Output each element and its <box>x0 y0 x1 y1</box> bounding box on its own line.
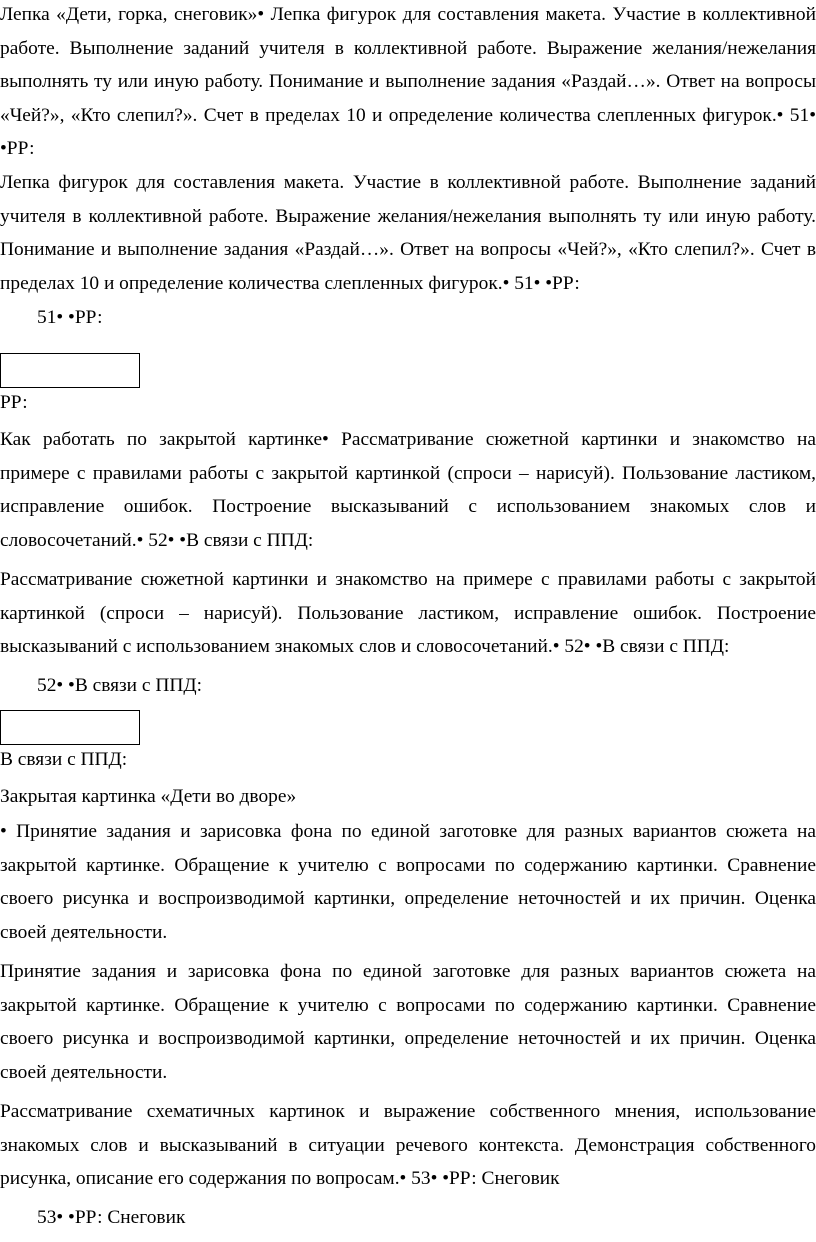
paragraph-lesson-53-title: Закрытая картинка «Дети во дворе» <box>0 786 297 807</box>
paragraph-lesson-53-reference: 53• •РР: Снеговик <box>37 1207 186 1228</box>
paragraph-lesson-53-description: Принятие задания и зарисовка фона по единой заготовке для разных вариантов сюжета на закрытой картинке. Обращение к учителю с вопросами по содержанию картинки. Сравнение своего рисунка и воспроизводимой картинки, определение неточностей и их причин. Оценка своей деятельности. <box>0 961 816 1083</box>
paragraph-rr-label: РР: <box>0 392 28 413</box>
paragraph-lesson-53-bullet-description: • Принятие задания и зарисовка фона по единой заготовке для разных вариантов сюжета на закрытой картинке. Обращение к учителю с вопросами по содержанию картинки. Сравнение своего рисунка и воспроизводимой картинки, определение неточностей и их причин. Оценка своей деятельности. <box>0 821 816 943</box>
paragraph-lesson-51-reference: 51• •РР: <box>37 307 103 328</box>
empty-table-cell-2 <box>0 710 140 745</box>
empty-table-cell-1 <box>0 353 140 388</box>
paragraph-ppd-label: В связи с ППД: <box>0 749 128 770</box>
paragraph-lesson-51-description: Лепка фигурок для составления макета. Участие в коллективной работе. Выполнение заданий учителя в коллективной работе. Выражение желания/нежелания выполнять ту или иную работу. Понимание и выполнение задания «Раздай…». Ответ на вопросы «Чей?», «Кто слепил?». Счет в пределах 10 и определение количества слепленных фигурок.• 51• •РР: <box>0 172 816 294</box>
paragraph-lesson-53-speech: Рассматривание схематичных картинок и выражение собственного мнения, использование знакомых слов и высказываний в ситуации речевого контекста. Демонстрация собственного рисунка, описание его содержания по вопросам.• 53• •РР: Снеговик <box>0 1101 816 1189</box>
paragraph-lesson-52-description: Рассматривание сюжетной картинки и знакомство на примере с правилами работы с закрытой картинкой (спроси – нарисуй). Пользование ластиком, исправление ошибок. Построение высказываний с использованием знакомых слов и словосочетаний.• 52• •В связи с ППД: <box>0 569 816 657</box>
paragraph-lesson-52-title: Как работать по закрытой картинке• Рассматривание сюжетной картинки и знакомство на примере с правилами работы с закрытой картинкой (спроси – нарисуй). Пользование ластиком, исправление ошибок. Построение высказываний с использованием знакомых слов и словосочетаний.• 52• •В связи с ППД: <box>0 429 816 551</box>
paragraph-lesson-52-reference: 52• •В связи с ППД: <box>37 675 202 696</box>
paragraph-lesson-51-title: Лепка «Дети, горка, снеговик»• Лепка фигурок для составления макета. Участие в коллективной работе. Выполнение заданий учителя в коллективной работе. Выражение желания/нежелания выполнять ту или иную работу. Понимание и выполнение задания «Раздай…». Ответ на вопросы «Чей?», «Кто слепил?». Счет в пределах 10 и определение количества слепленных фигурок.• 51• •РР: <box>0 4 816 159</box>
